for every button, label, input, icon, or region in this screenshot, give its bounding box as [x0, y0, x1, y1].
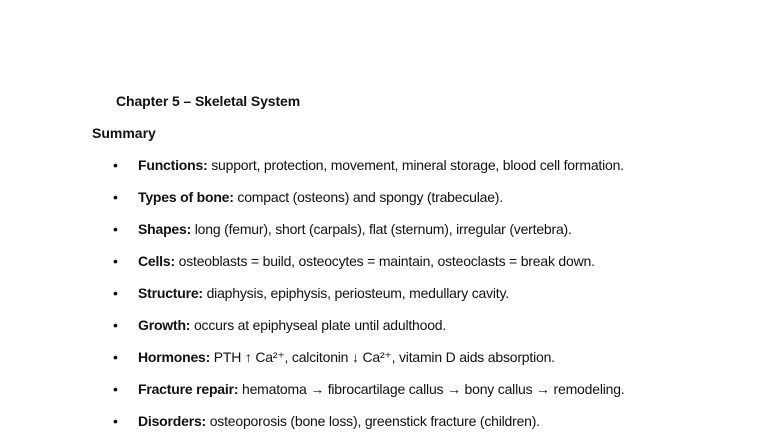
bullet-text: [138, 348, 555, 366]
bullet-text: [138, 220, 572, 238]
bullet-term: Growth:: [138, 317, 191, 333]
bullet-description: support, protection, movement, mineral storage, blood cell formation.: [207, 157, 624, 173]
bullet-text: [138, 156, 624, 174]
bullet-dot-icon: •: [113, 349, 118, 365]
bullet-dot-icon: •: [113, 317, 118, 333]
bullet-term: Types of bone:: [138, 189, 234, 205]
bullet-term: Shapes:: [138, 221, 192, 237]
bullet-description: osteoblasts = build, osteocytes = maintain, osteoclasts = break down.: [174, 253, 595, 269]
bullet-text: [138, 252, 595, 270]
bullet-description: diaphysis, epiphysis, periosteum, medullary cavity.: [202, 285, 509, 301]
bullet-dot-icon: •: [113, 253, 118, 269]
bullet-term: Functions:: [138, 157, 208, 173]
bullet-dot-icon: •: [113, 157, 118, 173]
bullet-text: [138, 412, 540, 430]
bullet-dot-icon: •: [113, 189, 118, 205]
bullet-description: compact (osteons) and spongy (trabeculae).: [233, 189, 503, 205]
bullet-description: long (femur), short (carpals), flat (sternum), irregular (vertebra).: [191, 221, 572, 237]
bullet-term: Disorders:: [138, 413, 207, 429]
summary-heading: Summary: [92, 125, 156, 141]
bullet-description: osteoporosis (bone loss), greenstick fracture (children).: [206, 413, 540, 429]
bullet-description: PTH ↑ Ca²⁺, calcitonin ↓ Ca²⁺, vitamin D aids absorption.: [210, 349, 555, 365]
bullet-description: occurs at epiphyseal plate until adulthood.: [190, 317, 447, 333]
bullet-text: [138, 284, 509, 302]
chapter-title: Chapter 5 – Skeletal System: [116, 93, 301, 109]
bullet-dot-icon: •: [113, 381, 118, 397]
bullet-text: [138, 380, 625, 398]
bullet-term: Cells:: [138, 253, 175, 269]
bullet-text: [138, 316, 446, 334]
bullet-term: Structure:: [138, 285, 203, 301]
bullet-dot-icon: •: [113, 413, 118, 429]
bullet-term: Fracture repair:: [138, 381, 239, 397]
bullet-description: hematoma → fibrocartilage callus → bony callus → remodeling.: [238, 381, 625, 397]
bullet-text: [138, 188, 503, 206]
bullet-dot-icon: •: [113, 285, 118, 301]
bullet-term: Hormones:: [138, 349, 211, 365]
bullet-dot-icon: •: [113, 221, 118, 237]
